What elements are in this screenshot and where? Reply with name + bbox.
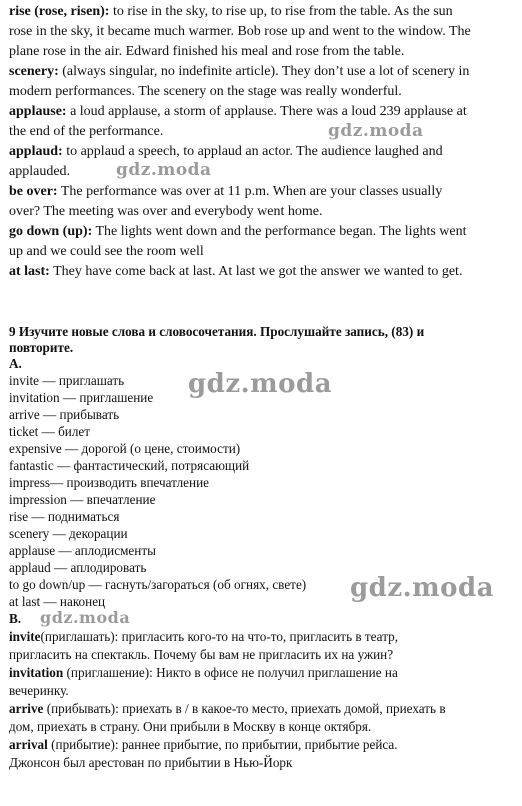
- vocab-item: ticket — билет: [9, 424, 91, 439]
- definition-text: (прибытие): раннее прибытие, по прибытии, прибытие рейса.: [47, 737, 398, 752]
- vocab-item: scenery — декорации: [9, 526, 128, 541]
- definition-text: (приглашать): пригласить кого-то на что-то, пригласить в театр,: [40, 629, 399, 644]
- definition-text: to applaud a speech, to applaud an actor. The audience laughed and: [62, 144, 443, 159]
- definition-text: The lights went down and the performance began. The lights went: [92, 224, 467, 239]
- definition-line: [9, 22, 471, 41]
- definition-term: invite: [9, 629, 41, 644]
- definition-term: arrive: [9, 701, 44, 716]
- definition-line: [9, 699, 446, 718]
- definition-line: [9, 102, 467, 121]
- definition-line: [9, 62, 469, 81]
- watermark: gdz.moda: [116, 160, 212, 180]
- definition-line: [9, 681, 69, 700]
- definition-text: дом, приехать в страну. Они прибыли в Москву в конце октября.: [9, 719, 372, 734]
- definition-text: (always singular, no indefinite article). They don’t use a lot of scenery in: [58, 64, 470, 79]
- definition-line: [9, 42, 404, 61]
- vocab-item: arrive — прибывать: [9, 407, 120, 422]
- definition-line: [9, 735, 398, 754]
- section-b-label: В.: [9, 611, 22, 626]
- definition-text: вечеринку.: [9, 683, 69, 698]
- definition-line: [9, 753, 292, 772]
- definition-term: go down (up):: [9, 224, 93, 239]
- definition-line: [9, 182, 442, 201]
- definition-line: [9, 82, 402, 101]
- definition-term: at last:: [9, 264, 50, 279]
- definition-text: over? The meeting was over and everybody went home.: [9, 204, 323, 219]
- definition-line: [9, 242, 204, 261]
- definition-text: plane rose in the air. Edward finished his meal and rose from the table.: [9, 44, 405, 59]
- vocab-item: rise — подниматься: [9, 509, 120, 524]
- definition-text: up and we could see the room well: [9, 244, 204, 259]
- definition-line: [9, 663, 398, 682]
- definition-line: [9, 122, 163, 141]
- definition-text: rose in the sky, it became much warmer. Bob rose up and went to the window. The: [9, 24, 471, 39]
- definition-text: modern performances. The scenery on the stage was really wonderful.: [9, 84, 402, 99]
- definition-line: [9, 645, 393, 664]
- definition-text: Джонсон был арестован по прибытии в Нью-Йорк: [9, 755, 293, 770]
- vocab-item: fantastic — фантастический, потрясающий: [9, 458, 250, 473]
- definition-line: [9, 2, 453, 21]
- vocab-item: applause — аплодисменты: [9, 543, 156, 558]
- definition-line: [9, 717, 371, 736]
- definition-line: [9, 262, 462, 281]
- definition-text: to rise in the sky, to rise up, to rise from the table. As the sun: [109, 4, 453, 19]
- definition-text: пригласить на спектакль. Почему бы вам не пригласить их на ужин?: [9, 647, 394, 662]
- vocab-item: at last — наконец: [9, 594, 106, 609]
- definition-term: applause:: [9, 104, 67, 119]
- vocab-item: applaud — аплодировать: [9, 560, 147, 575]
- exercise-heading: 9 Изучите новые слова и словосочетания. Прослушайте запись, (83) и: [9, 324, 425, 339]
- definition-term: scenery:: [9, 64, 59, 79]
- definition-line: [9, 142, 443, 161]
- definition-term: arrival: [9, 737, 48, 752]
- definition-text: (приглашение): Никто в офисе не получил приглашение на: [63, 665, 398, 680]
- vocab-item: invite — приглашать: [9, 373, 125, 388]
- definition-line: [9, 222, 467, 241]
- definition-text: The performance was over at 11 p.m. When are your classes usually: [57, 184, 443, 199]
- definition-term: invitation: [9, 665, 64, 680]
- definition-text: applauded.: [9, 164, 71, 179]
- vocab-item: impress— производить впечатление: [9, 475, 210, 490]
- definition-line: [9, 202, 322, 221]
- watermark: gdz.moda: [188, 369, 333, 399]
- definition-text: (прибывать): приехать в / в какое-то место, приехать домой, приехать в: [43, 701, 446, 716]
- definition-term: be over:: [9, 184, 58, 199]
- definition-text: a loud applause, a storm of applause. There was a loud 239 applause at: [66, 104, 467, 119]
- vocab-item: impression — впечатление: [9, 492, 156, 507]
- watermark: gdz.moda: [40, 608, 131, 627]
- vocab-item: to go down/up — гаснуть/загораться (об огнях, свете): [9, 577, 307, 592]
- exercise-heading-cont: повторите.: [9, 340, 74, 355]
- watermark: gdz.moda: [350, 573, 495, 603]
- vocab-item: expensive — дорогой (о цене, стоимости): [9, 441, 241, 456]
- vocab-item: invitation — приглашение: [9, 390, 154, 405]
- definition-line: [9, 627, 398, 646]
- definition-text: They have come back at last. At last we got the answer we wanted to get.: [49, 264, 463, 279]
- definition-term: applaud:: [9, 144, 63, 159]
- definition-text: the end of the performance.: [9, 124, 164, 139]
- section-a-label: А.: [9, 356, 22, 371]
- watermark: gdz.moda: [328, 121, 424, 141]
- definition-term: rise (rose, risen):: [9, 4, 110, 19]
- definition-line: [9, 162, 70, 181]
